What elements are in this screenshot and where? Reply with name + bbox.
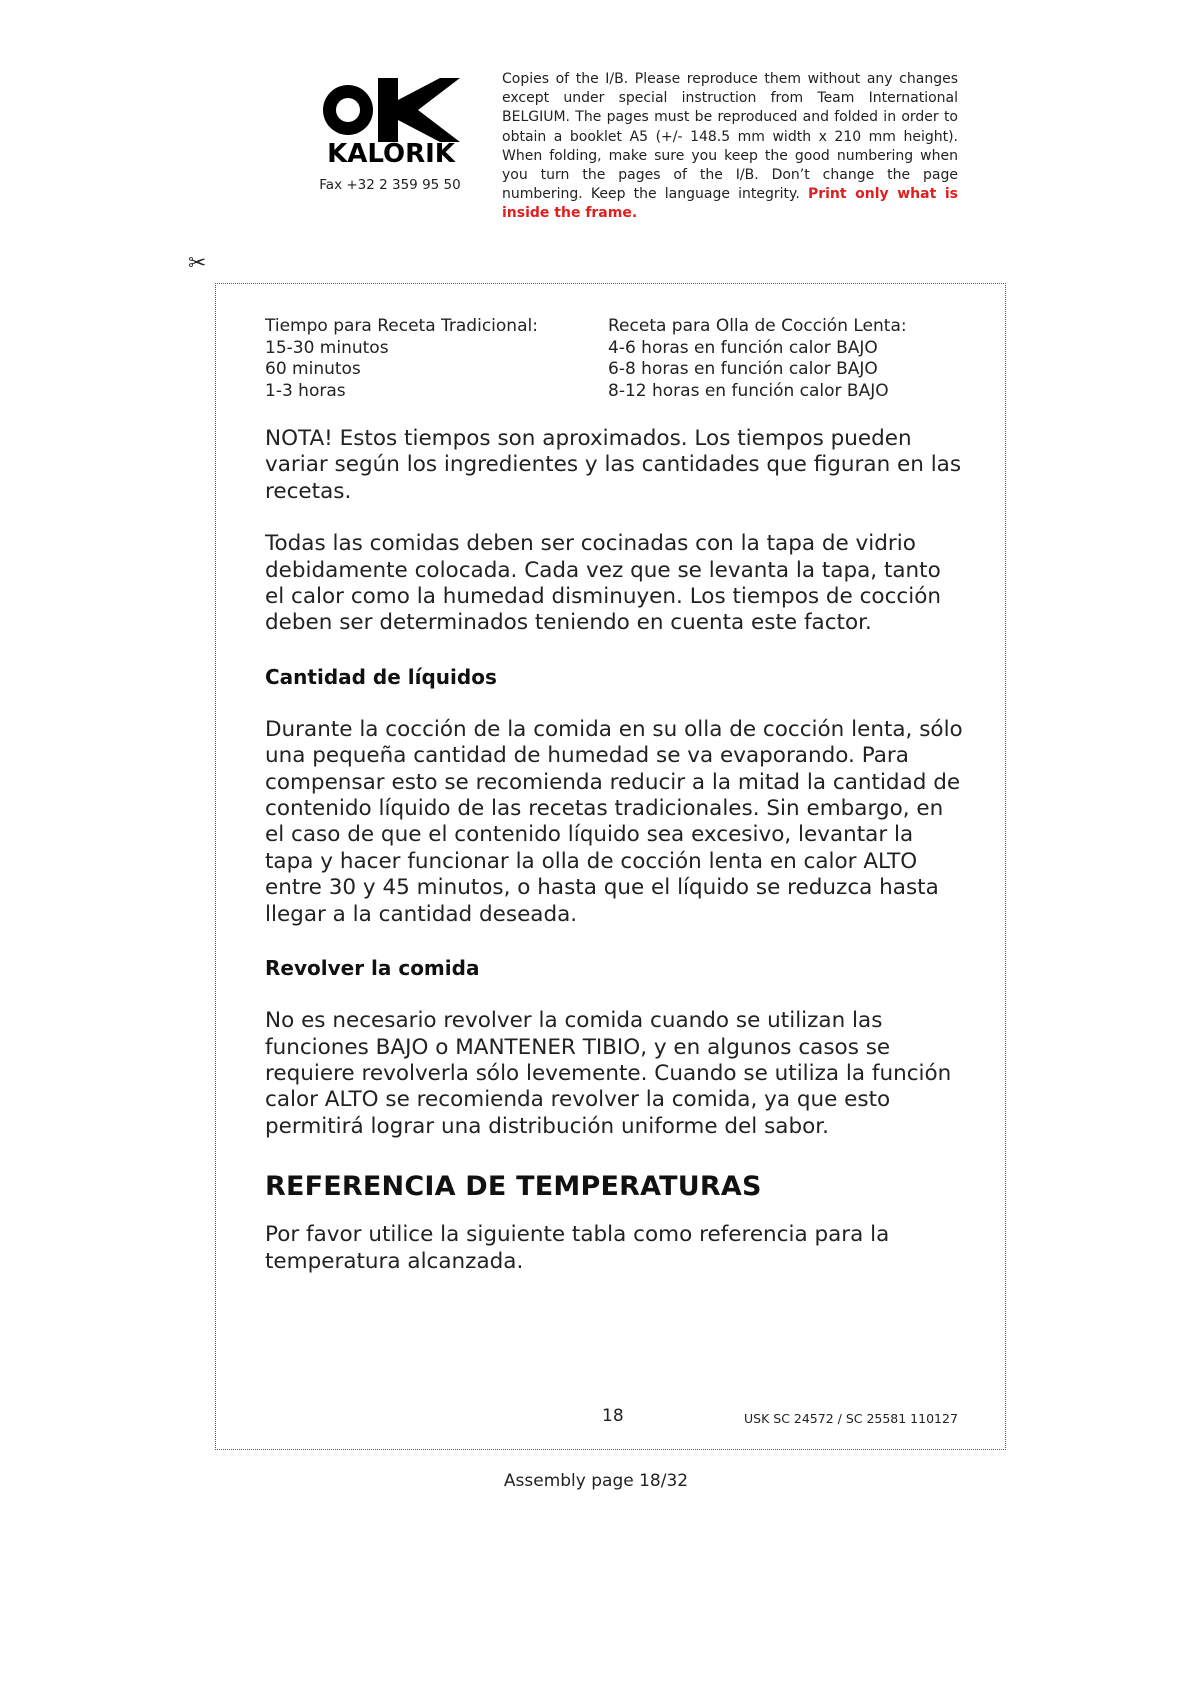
assembly-page: Assembly page 18/32 <box>503 1471 689 1491</box>
slow-cooker-time: 6-8 horas en función calor BAJO <box>608 359 878 379</box>
kalorik-logo <box>322 74 460 164</box>
liquidos-heading: Cantidad de líquidos <box>265 664 497 689</box>
scissors-icon: ✂ <box>188 251 207 276</box>
traditional-time: 60 minutos <box>265 359 361 379</box>
slow-cooker-time: 8-12 horas en función calor BAJO <box>608 380 889 401</box>
slow-cooker-header: Receta para Olla de Cocción Lenta: <box>608 316 907 336</box>
traditional-header: Tiempo para Receta Tradicional: <box>265 316 538 336</box>
fax-number: Fax +32 2 359 95 50 <box>319 177 461 193</box>
slow-cooker-time: 4-6 horas en función calor BAJO <box>608 337 878 358</box>
copy-instructions-text: Copies of the I/B. Please reproduce them without any changes except under special instruction from Team International BELGIUM. The pages must be reproduced and folded in order to obtain a booklet A5 (+/- 148.5 mm width x 210 mm height). When folding, make sure you keep the good numbering when you turn the pages of the I/B. Don’t change the page numbering. Keep the language integrity. <box>502 71 958 203</box>
revolver-paragraph: No es necesario revolver la comida cuando se utilizan las funciones BAJO o MANTENER TIBIO, y en algunos casos se requiere revolverla sólo levemente. Cuando se utiliza la función calor ALTO se recomienda revolver la comida, ya que esto permitirá lograr una distribución uniforme del sabor. <box>265 1008 952 1139</box>
copy-instructions <box>502 70 958 224</box>
page-number: 18 <box>602 1406 624 1426</box>
revolver-heading: Revolver la comida <box>265 956 480 981</box>
model-code: USK SC 24572 / SC 25581 110127 <box>744 1411 958 1426</box>
cooking-times-table <box>265 316 965 402</box>
traditional-time: 15-30 minutos <box>265 337 389 358</box>
referencia-heading: REFERENCIA DE TEMPERATURAS <box>265 1171 762 1203</box>
logo-text: KALORIK <box>327 139 455 164</box>
referencia-paragraph: Por favor utilice la siguiente tabla como referencia para la temperatura alcanzada. <box>265 1222 890 1274</box>
page-content <box>265 316 965 1275</box>
traditional-column <box>265 316 608 402</box>
nota-paragraph: NOTA! Estos tiempos son aproximados. Los tiempos pueden variar según los ingredientes y las cantidades que figuran en las recetas. <box>265 426 962 504</box>
traditional-time: 1-3 horas <box>265 380 346 401</box>
tapa-paragraph: Todas las comidas deben ser cocinadas con la tapa de vidrio debidamente colocada. Cada vez que se levanta la tapa, tanto el calor como la humedad disminuyen. Los tiempos de cocción deben ser determinados teniendo en cuenta este factor. <box>265 531 941 636</box>
print-frame-note: Print only what is inside the frame. <box>502 186 958 222</box>
slow-cooker-column <box>608 316 965 402</box>
liquidos-paragraph: Durante la cocción de la comida en su olla de cocción lenta, sólo una pequeña cantidad de humedad se va evaporando. Para compensar esto se recomienda reducir a la mitad la cantidad de contenido líquido de las recetas tradicionales. Sin embargo, en el caso de que el contenido líquido sea excesivo, levantar la tapa y hacer funcionar la olla de cocción lenta en calor ALTO entre 30 y 45 minutos, o hasta que el líquido se reduzca hasta llegar a la cantidad deseada. <box>265 716 963 927</box>
